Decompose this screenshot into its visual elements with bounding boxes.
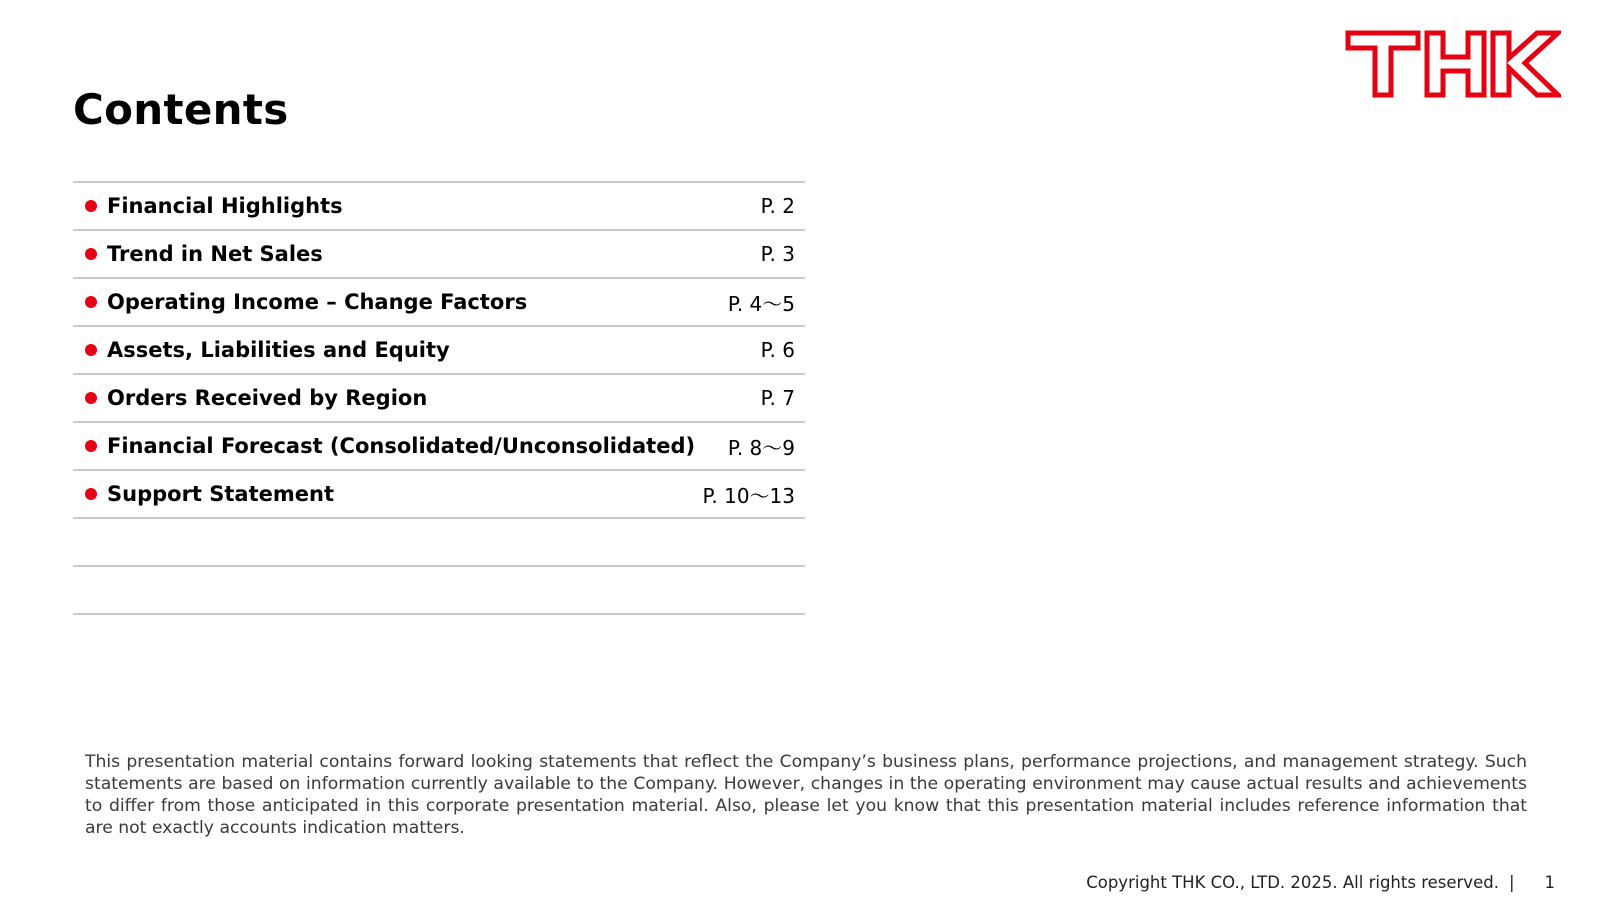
toc-row-operating-income <box>73 279 805 327</box>
toc-row-empty <box>73 519 805 567</box>
toc-item-page: P. 10～13 <box>702 483 795 508</box>
bullet-icon <box>85 296 97 308</box>
thk-logo <box>1345 30 1561 98</box>
toc-item-page: P. 2 <box>760 194 795 218</box>
toc-item-page: P. 4～5 <box>727 291 795 316</box>
footer-separator: | <box>1508 872 1515 892</box>
toc-row-support-statement <box>73 471 805 519</box>
toc-item-label: Assets, Liabilities and Equity <box>107 338 450 362</box>
toc-item-page: P. 3 <box>760 242 795 266</box>
toc-row-assets-liabilities-equity <box>73 327 805 375</box>
thk-logo-graphic <box>1345 30 1561 98</box>
bullet-icon <box>85 440 97 452</box>
toc-row-orders-received <box>73 375 805 423</box>
page-number: 1 <box>1544 872 1555 892</box>
bullet-icon <box>85 488 97 500</box>
toc-item-label: Financial Forecast (Consolidated/Unconsolidated) <box>107 434 696 458</box>
toc-row-empty <box>73 567 805 615</box>
bullet-icon <box>85 200 97 212</box>
toc-item-label: Trend in Net Sales <box>107 242 323 266</box>
toc-item-page: P. 8～9 <box>727 435 795 460</box>
bullet-icon <box>85 344 97 356</box>
toc-row-trend-in-net-sales <box>73 231 805 279</box>
footer <box>1050 871 1555 893</box>
toc-row-financial-forecast <box>73 423 805 471</box>
toc-row-financial-highlights <box>73 183 805 231</box>
copyright-text: Copyright THK CO., LTD. 2025. All rights reserved. <box>1086 872 1499 892</box>
page-title: Contents <box>73 85 289 134</box>
bullet-icon <box>85 392 97 404</box>
toc-item-page: P. 6 <box>760 338 795 362</box>
disclaimer-text: This presentation material contains forward looking statements that reflect the Company’s business plans, performance projections, and management strategy. Such statements are based on information currently available to the Company. However, changes in the operating environment may cause actual results and achievements to differ from those anticipated in this corporate presentation material. Also, please let you know that this presentation material includes reference information that are not exactly accounts indication matters. <box>85 752 1527 838</box>
toc-item-page: P. 7 <box>760 386 795 410</box>
bullet-icon <box>85 248 97 260</box>
toc-item-label: Orders Received by Region <box>107 386 428 410</box>
contents-list <box>73 181 805 615</box>
toc-item-label: Operating Income – Change Factors <box>107 290 528 314</box>
toc-item-label: Financial Highlights <box>107 194 343 218</box>
toc-item-label: Support Statement <box>107 482 335 506</box>
